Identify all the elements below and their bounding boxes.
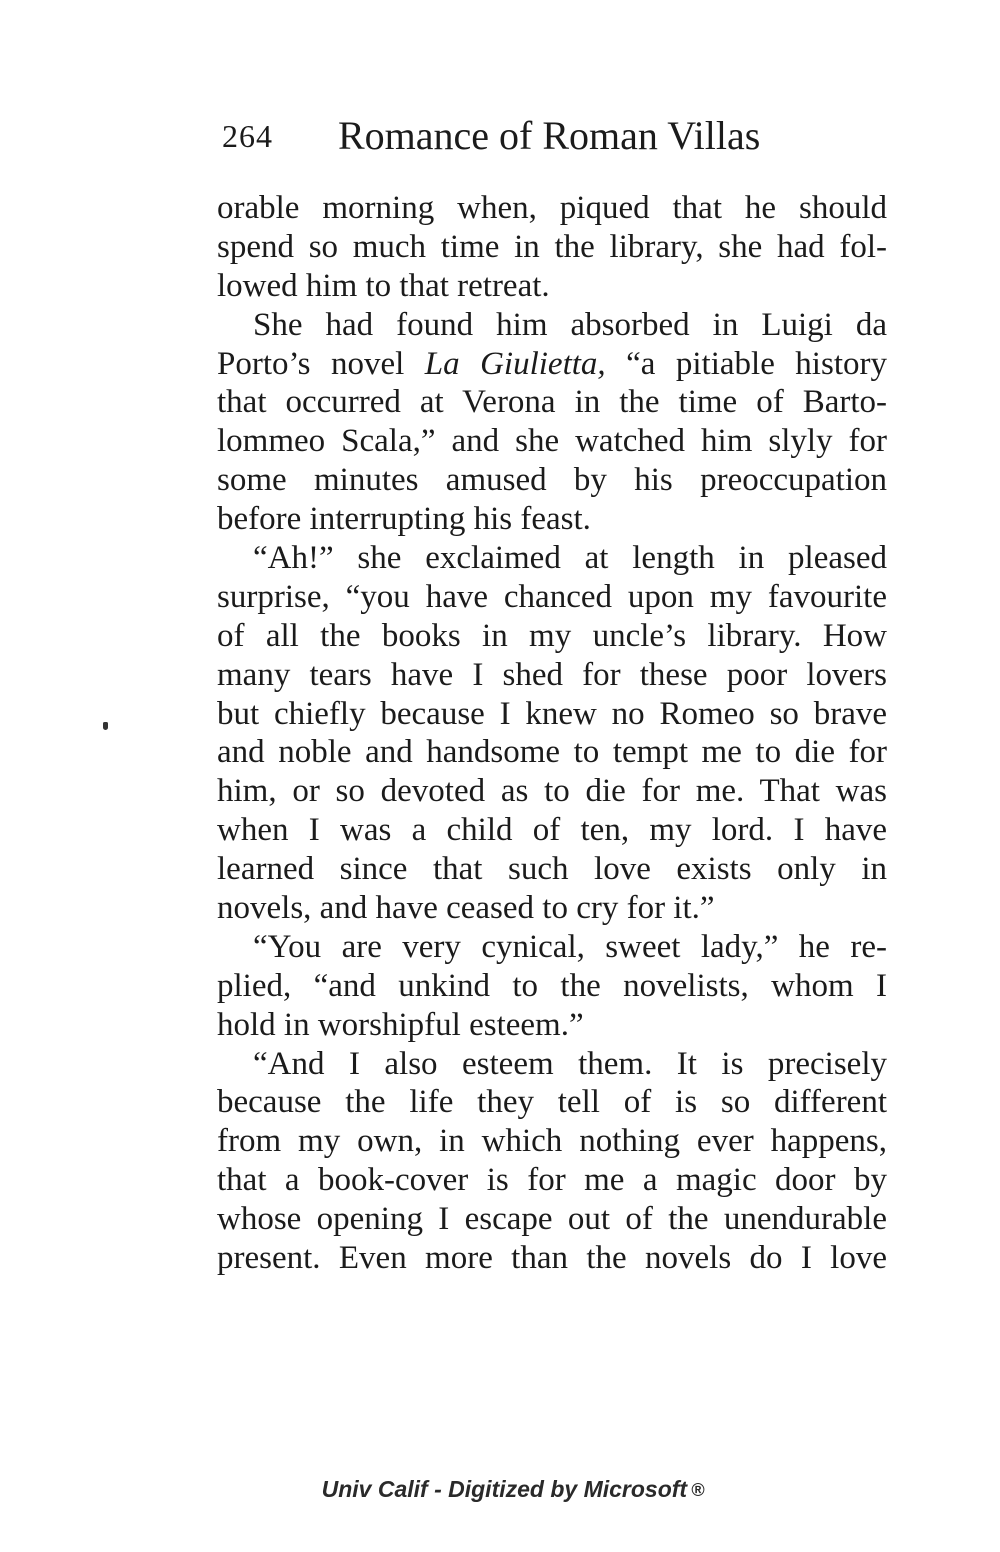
- text-line: She had found him absorbed in Luigi da: [253, 306, 887, 343]
- text-fragment: “a pitiable history: [605, 345, 887, 382]
- text-line: novels, and have ceased to cry for it.”: [217, 890, 715, 927]
- text-line-mixed: [217, 345, 887, 384]
- text-line: of all the books in my uncle’s library. How: [217, 617, 887, 654]
- watermark-text: Univ Calif - Digitized by Microsoft: [321, 1476, 688, 1502]
- text-line: because the life they tell of is so different: [217, 1084, 887, 1121]
- text-line: and noble and handsome to tempt me to die for: [217, 734, 887, 771]
- text-line: spend so much time in the library, she had fol-: [217, 228, 887, 265]
- text-line: but chiefly because I knew no Romeo so brave: [217, 695, 887, 732]
- text-line: many tears have I shed for these poor lovers: [217, 656, 887, 693]
- running-header: [0, 112, 1000, 162]
- text-line: lowed him to that retreat.: [217, 267, 550, 304]
- text-line: when I was a child of ten, my lord. I have: [217, 812, 887, 849]
- text-line: “Ah!” she exclaimed at length in pleased: [253, 540, 887, 577]
- text-line: that a book-cover is for me a magic door by: [217, 1162, 887, 1199]
- microsoft-logo-icon: ®: [691, 1480, 705, 1500]
- text-line: “And I also esteem them. It is precisely: [253, 1045, 887, 1082]
- italic-book-title: La Giulietta,: [424, 345, 606, 382]
- text-line: from my own, in which nothing ever happens,: [217, 1123, 887, 1160]
- text-line: that occurred at Verona in the time of Barto-: [217, 384, 887, 421]
- text-line: hold in worshipful esteem.”: [217, 1006, 584, 1043]
- body-text: [217, 189, 887, 1278]
- digitization-watermark: [0, 1476, 1000, 1503]
- running-title: Romance of Roman Villas: [338, 113, 761, 158]
- text-line: surprise, “you have chanced upon my favourite: [217, 578, 887, 615]
- text-line: orable morning when, piqued that he should: [217, 190, 887, 226]
- stray-ink-mark: [103, 722, 108, 730]
- text-line: present. Even more than the novels do I love: [217, 1240, 887, 1277]
- text-line: some minutes amused by his preoccupation: [217, 462, 887, 499]
- text-line: before interrupting his feast.: [217, 501, 591, 538]
- text-line: “You are very cynical, sweet lady,” he re-: [253, 928, 887, 965]
- text-fragment: Porto’s novel: [217, 345, 425, 382]
- page-number: 264: [222, 118, 273, 154]
- text-line: lommeo Scala,” and she watched him slyly for: [217, 423, 887, 460]
- text-line: him, or so devoted as to die for me. That was: [217, 773, 887, 810]
- text-line: whose opening I escape out of the unendurable: [217, 1201, 887, 1238]
- text-line: plied, “and unkind to the novelists, whom I: [217, 967, 887, 1004]
- text-line: learned since that such love exists only in: [217, 851, 887, 888]
